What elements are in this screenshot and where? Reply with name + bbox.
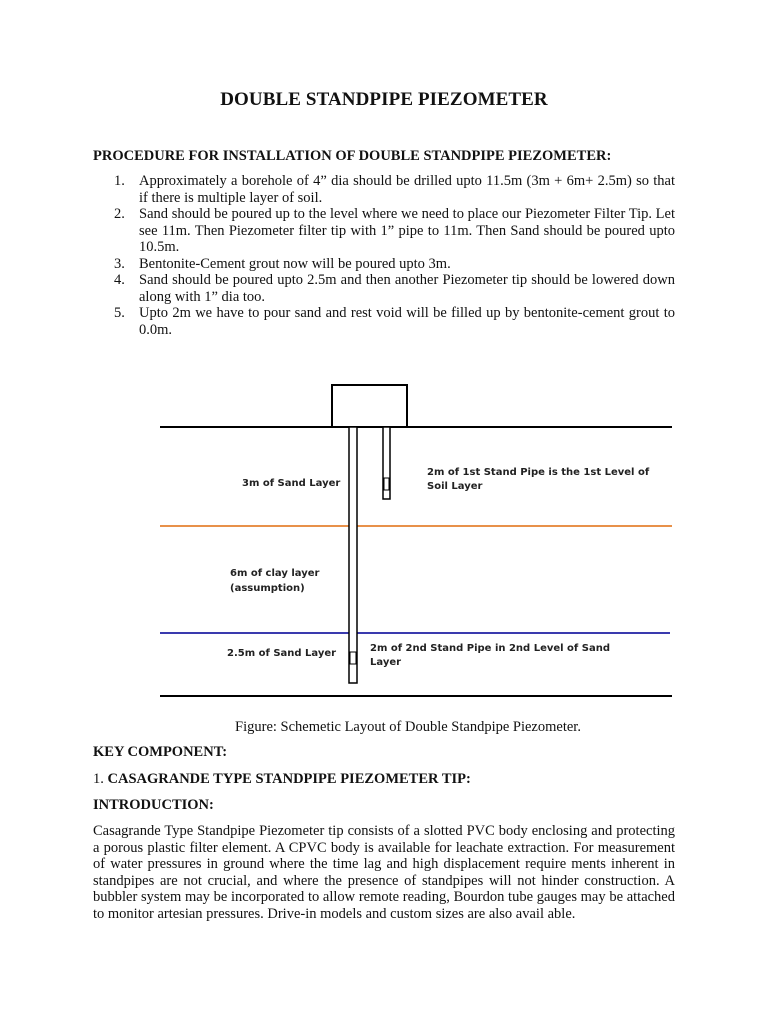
step-number: 4. bbox=[114, 272, 125, 288]
step-number: 2. bbox=[114, 206, 125, 222]
piezometer-schematic bbox=[0, 370, 768, 710]
component-number: 1. bbox=[93, 771, 104, 787]
component-name: CASAGRANDE TYPE STANDPIPE PIEZOMETER TIP: bbox=[107, 771, 471, 787]
step-text: Upto 2m we have to pour sand and rest void will be filled up by bentonite-cement grout to 0.0m. bbox=[139, 305, 675, 338]
sand-bottom-label: 2.5m of Sand Layer bbox=[227, 648, 337, 659]
procedure-steps bbox=[93, 173, 675, 338]
clay-label-line2: (assumption) bbox=[230, 583, 305, 594]
sand-top-label: 3m of Sand Layer bbox=[242, 478, 341, 489]
page-title: DOUBLE STANDPIPE PIEZOMETER bbox=[220, 89, 548, 110]
key-component-heading: KEY COMPONENT: bbox=[93, 744, 228, 760]
introduction-heading: INTRODUCTION: bbox=[93, 797, 214, 813]
clay-label-line1: 6m of clay layer bbox=[230, 568, 320, 579]
piezometer-cap bbox=[332, 385, 407, 427]
list-item bbox=[93, 272, 675, 305]
list-item bbox=[93, 173, 675, 206]
figure-caption: Figure: Schemetic Layout of Double Standpipe Piezometer. bbox=[235, 719, 581, 735]
list-item bbox=[93, 206, 675, 256]
step-number: 3. bbox=[114, 255, 125, 272]
procedure-heading: PROCEDURE FOR INSTALLATION OF DOUBLE STANDPIPE PIEZOMETER: bbox=[93, 148, 612, 164]
pipe1-label-line2: Soil Layer bbox=[427, 481, 483, 492]
step-text: Bentonite-Cement grout now will be poured upto 3m. bbox=[139, 255, 451, 272]
second-standpipe bbox=[349, 427, 357, 683]
step-number: 1. bbox=[114, 173, 125, 189]
step-text: Sand should be poured up to the level where we need to place our Piezometer Filter Tip. Let see 11m. Then Piezometer filter tip with 1” pipe to 11m. Then Sand should be poured upto 10.5m. bbox=[139, 206, 675, 255]
pipe1-label-line1: 2m of 1st Stand Pipe is the 1st Level of bbox=[427, 467, 650, 478]
step-text: Sand should be poured upto 2.5m and then another Piezometer tip should be lowered down along with 1” dia too. bbox=[139, 272, 675, 305]
step-number: 5. bbox=[114, 305, 125, 321]
pipe2-label-line2: Layer bbox=[370, 657, 402, 668]
component-heading bbox=[93, 771, 471, 788]
list-item bbox=[93, 256, 675, 273]
step-text: Approximately a borehole of 4” dia should be drilled upto 11.5m (3m + 6m+ 2.5m) so that if there is multiple layer of soil. bbox=[139, 173, 675, 206]
pipe2-label-line1: 2m of 2nd Stand Pipe in 2nd Level of Sand bbox=[370, 643, 610, 654]
list-item bbox=[93, 305, 675, 338]
introduction-text: Casagrande Type Standpipe Piezometer tip consists of a slotted PVC body enclosing and protecting a porous plastic filter element. A CPVC body is available for leachate extraction. For measurement of water pressures in ground where the time lag and high displacement require ments inherent in standpipes are not crucial, and where the presence of standpipes will not hinder construction. A bubbler system may be incorporated to allow remote reading, Bourdon tube gauges may be attached to monitor artesian pressures. Drive-in models and custom sizes are also avail able. bbox=[93, 823, 675, 922]
